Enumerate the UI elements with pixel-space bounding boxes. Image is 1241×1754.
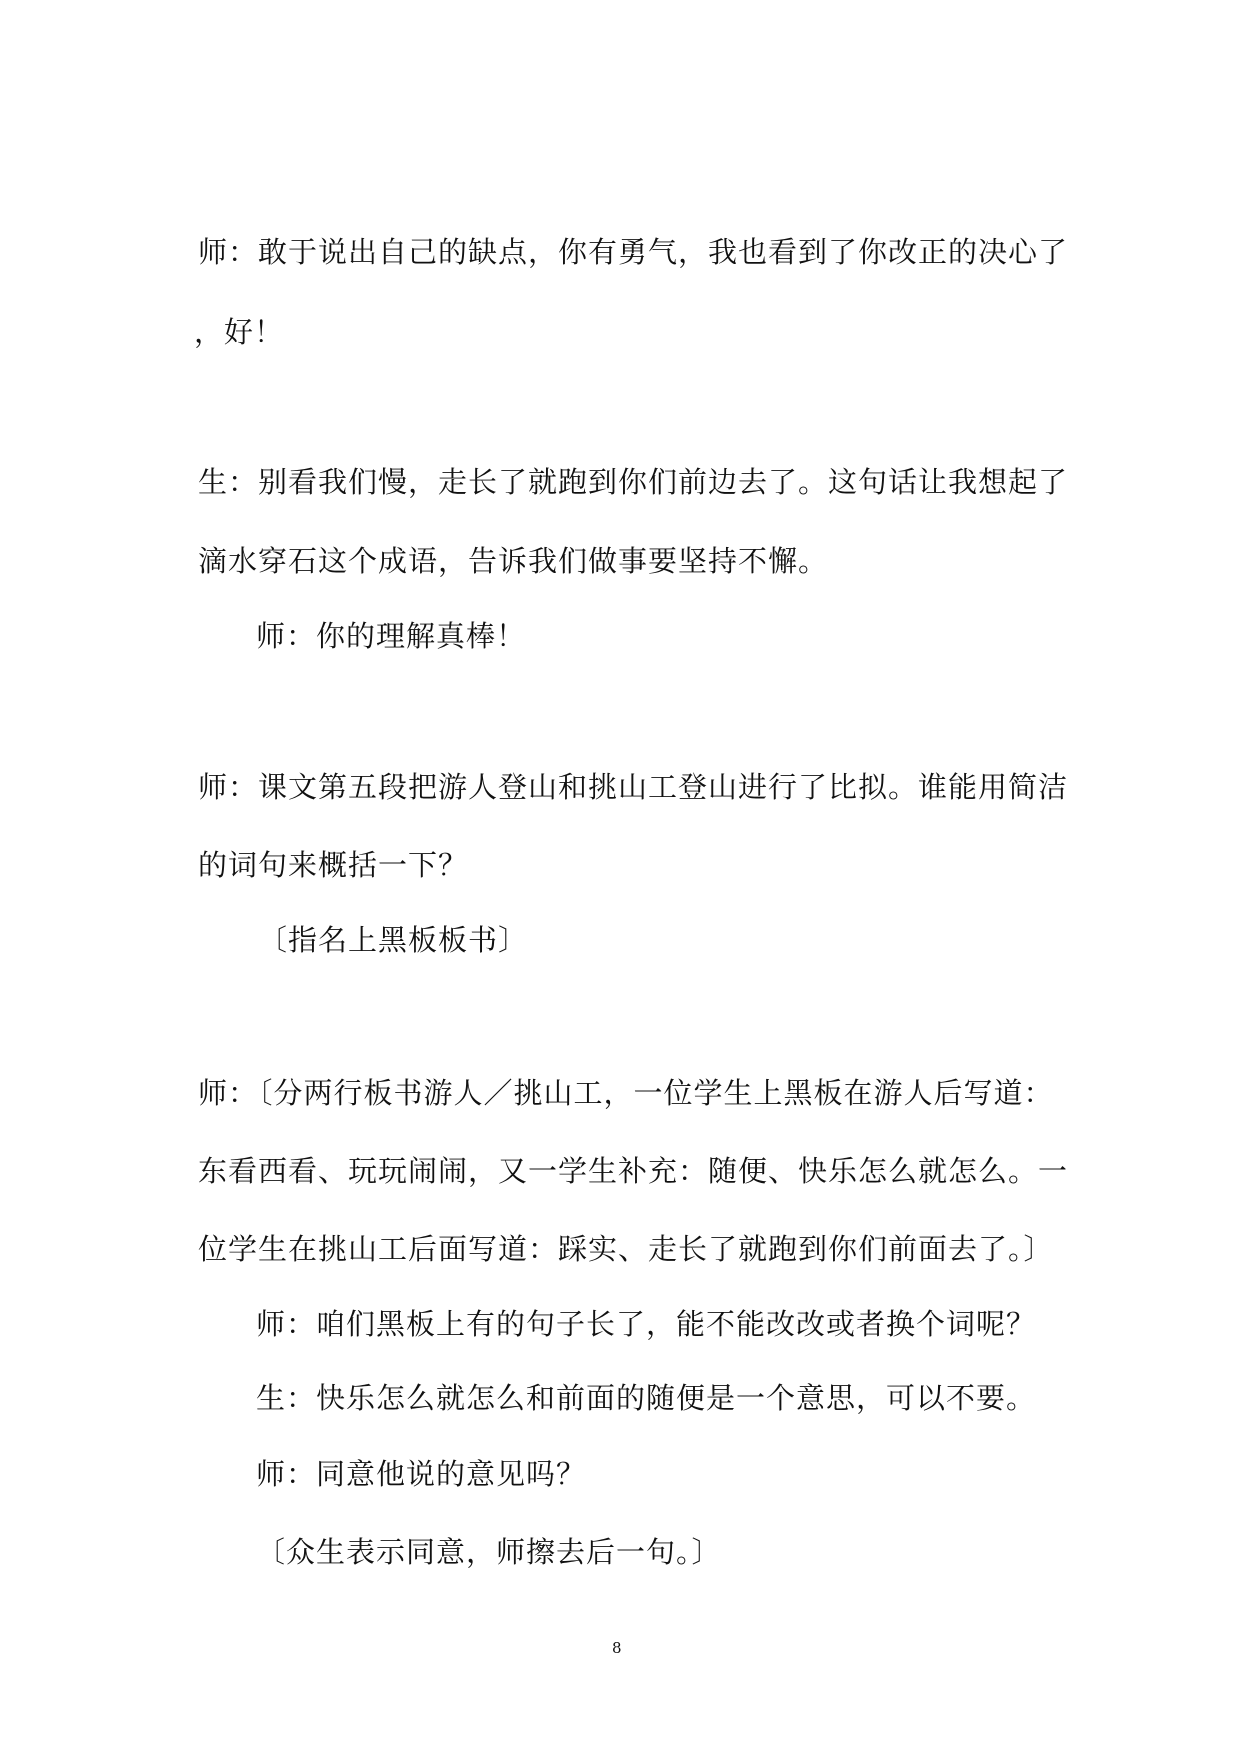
paragraph-line: 师：同意他说的意见吗？ bbox=[256, 1457, 587, 1491]
paragraph-line: 师：敢于说出自己的缺点，你有勇气，我也看到了你改正的决心了 bbox=[198, 235, 1069, 269]
paragraph-line: 东看西看、玩玩闹闹，又一学生补充：随便、快乐怎么就怎么。一 bbox=[198, 1154, 1069, 1188]
paragraph-line: 生：快乐怎么就怎么和前面的随便是一个意思，可以不要。 bbox=[256, 1381, 1037, 1415]
paragraph-line: 的词句来概括一下？ bbox=[198, 848, 469, 882]
paragraph-line: 师：〔分两行板书游人／挑山工，一位学生上黑板在游人后写道： bbox=[198, 1076, 1054, 1110]
paragraph-line: 师：课文第五段把游人登山和挑山工登山进行了比拟。谁能用简洁 bbox=[198, 770, 1069, 804]
paragraph-line: ，好！ bbox=[194, 315, 285, 349]
paragraph-line: 滴水穿石这个成语，告诉我们做事要坚持不懈。 bbox=[198, 544, 829, 578]
page-number: 8 bbox=[612, 1639, 622, 1657]
paragraph-line: 位学生在挑山工后面写道：踩实、走长了就跑到你们前面去了。〕 bbox=[198, 1232, 1054, 1266]
paragraph-line: 〔众生表示同意，师擦去后一句。〕 bbox=[256, 1535, 722, 1569]
paragraph-line: 师：你的理解真棒！ bbox=[256, 619, 527, 653]
paragraph-line: 〔指名上黑板板书〕 bbox=[258, 923, 529, 957]
paragraph-line: 生：别看我们慢，走长了就跑到你们前边去了。这句话让我想起了 bbox=[198, 465, 1069, 499]
paragraph-line: 师：咱们黑板上有的句子长了，能不能改改或者换个词呢？ bbox=[256, 1307, 1037, 1341]
